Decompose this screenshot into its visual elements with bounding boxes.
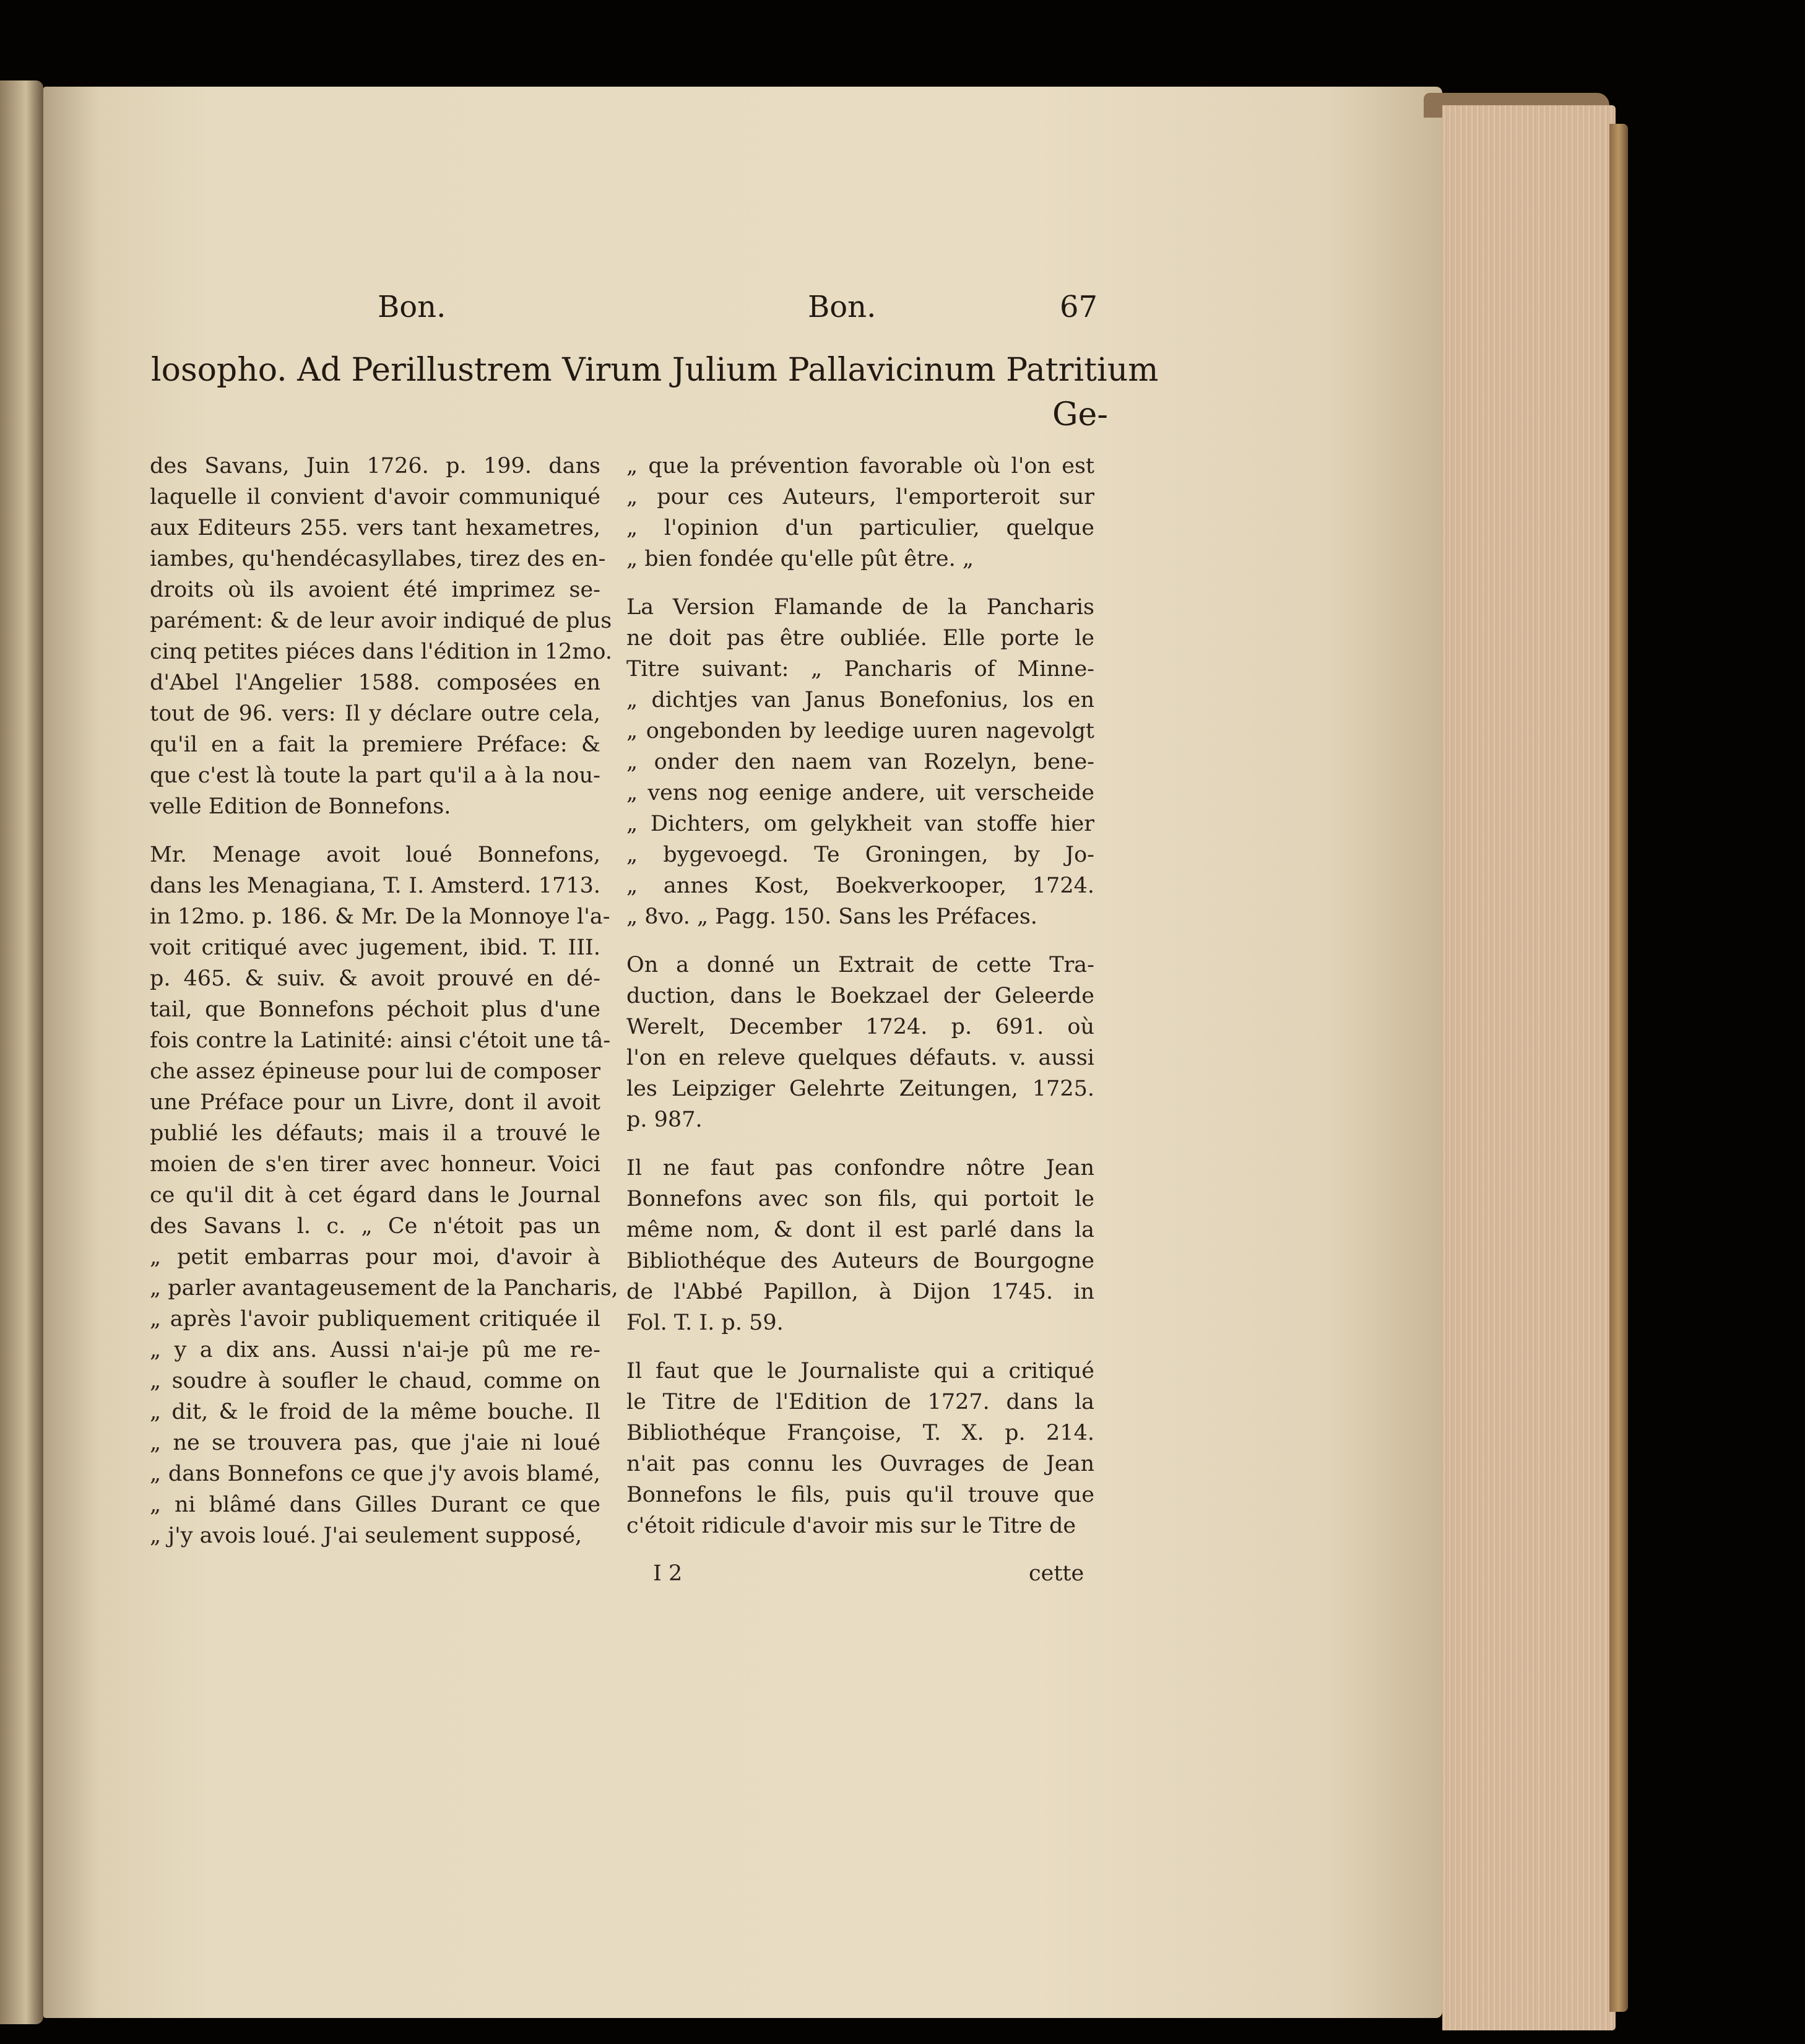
text-line: tail, que Bonnefons péchoit plus d'une [150, 997, 600, 1022]
book-cover-edge [1609, 124, 1628, 2012]
text-line: „ j'y avois loué. J'ai seulement supposé, [150, 1523, 582, 1548]
text-line: p. 987. [626, 1107, 703, 1132]
text-line: laquelle il convient d'avoir communiqué [150, 485, 600, 509]
text-line: On a donné un Extrait de cette Tra- [626, 953, 1094, 977]
text-line: cinq petites piéces dans l'édition in 12mo. [150, 639, 613, 664]
text-line: Werelt, December 1724. p. 691. où [626, 1015, 1094, 1039]
text-line: Bonnefons le fils, puis qu'il trouve que [626, 1483, 1094, 1507]
text-line: c'étoit ridicule d'avoir mis sur le Titre de [626, 1514, 1076, 1538]
catchword: cette [1029, 1561, 1084, 1586]
text-line: publié les défauts; mais il a trouvé le [150, 1121, 600, 1146]
right-paragraph-1 [626, 451, 1094, 574]
subheading-line-1: losopho. Ad Perillustrem Virum Julium Pallavicinum Patritium [151, 352, 1159, 389]
text-line: „ annes Kost, Boekverkooper, 1724. [626, 873, 1094, 898]
text-line: „ que la prévention favorable où l'on est [626, 454, 1094, 479]
subheading-line-2: Ge- [1052, 396, 1108, 433]
right-paragraph-2 [626, 592, 1094, 932]
text-line: droits où ils avoient été imprimez se- [150, 578, 600, 602]
text-line: Titre suivant: „ Pancharis of Minne- [626, 657, 1094, 682]
text-line: de l'Abbé Papillon, à Dijon 1745. in [626, 1280, 1094, 1304]
text-line: „ 8vo. „ Pagg. 150. Sans les Préfaces. [626, 904, 1037, 929]
text-line: Il faut que le Journaliste qui a critiqué [626, 1359, 1094, 1384]
text-line: „ ne se trouvera pas, que j'aie ni loué [150, 1431, 600, 1455]
page-number: 67 [1060, 290, 1098, 324]
text-line: „ y a dix ans. Aussi n'ai-je pû me re- [150, 1338, 600, 1362]
signature-mark: I 2 [653, 1561, 683, 1586]
text-line: les Leipziger Gelehrte Zeitungen, 1725. [626, 1076, 1094, 1101]
text-line: „ dichtjes van Janus Bonefonius, los en [626, 688, 1094, 712]
text-line: „ parler avantageusement de la Pancharis, [150, 1276, 618, 1301]
text-line: ce qu'il dit à cet égard dans le Journal [150, 1183, 600, 1208]
text-line: tout de 96. vers: Il y déclare outre cela, [150, 701, 600, 726]
left-column [150, 451, 618, 1569]
running-head-center: Bon. [808, 290, 877, 324]
text-line: duction, dans le Boekzael der Geleerde [626, 984, 1094, 1008]
text-line: „ pour ces Auteurs, l'emporteroit sur [626, 485, 1094, 509]
text-line: „ dans Bonnefons ce que j'y avois blamé, [150, 1462, 600, 1486]
text-line: l'on en releve quelques défauts. v. aussi [626, 1046, 1094, 1070]
text-line: „ ni blâmé dans Gilles Durant ce que [150, 1492, 600, 1517]
page-edges-block [1442, 105, 1616, 2030]
text-line: La Version Flamande de la Pancharis [626, 595, 1094, 620]
text-line: „ bien fondée qu'elle pût être. „ [626, 547, 974, 571]
text-line: velle Edition de Bonnefons. [150, 794, 451, 819]
text-line: le Titre de l'Edition de 1727. dans la [626, 1390, 1094, 1414]
text-line: ne doit pas être oubliée. Elle porte le [626, 626, 1094, 651]
text-line: parément: & de leur avoir indiqué de plus [150, 608, 612, 633]
text-line: qu'il en a fait la premiere Préface: & [150, 732, 600, 757]
right-column [626, 451, 1094, 1559]
text-line: une Préface pour un Livre, dont il avoit [150, 1090, 600, 1115]
text-line: fois contre la Latinité: ainsi c'étoit une tâ- [150, 1028, 611, 1053]
text-line: p. 465. & suiv. & avoit prouvé en dé- [150, 966, 600, 991]
text-line: in 12mo. p. 186. & Mr. De la Monnoye l'a- [150, 904, 610, 929]
text-line: moien de s'en tirer avec honneur. Voici [150, 1152, 600, 1177]
text-line: „ après l'avoir publiquement critiquée il [150, 1307, 600, 1332]
text-line: même nom, & dont il est parlé dans la [626, 1218, 1094, 1242]
text-line: des Savans l. c. „ Ce n'étoit pas un [150, 1214, 600, 1239]
text-line: voit critiqué avec jugement, ibid. T. III. [150, 935, 600, 960]
text-line: Il ne faut pas confondre nôtre Jean [626, 1156, 1094, 1180]
left-paragraph-1 [150, 451, 613, 822]
text-line: „ petit embarras pour moi, d'avoir à [150, 1245, 600, 1270]
text-line: „ Dichters, om gelykheit van stoffe hier [626, 812, 1094, 836]
text-line: Bibliothéque Françoise, T. X. p. 214. [626, 1421, 1094, 1445]
running-head-left: Bon. [378, 290, 446, 324]
right-paragraph-3 [626, 950, 1094, 1135]
right-paragraph-5 [626, 1356, 1094, 1541]
text-line: aux Editeurs 255. vers tant hexametres, [150, 516, 600, 540]
text-line: „ onder den naem van Rozelyn, bene- [626, 750, 1094, 774]
text-line: Mr. Menage avoit loué Bonnefons, [150, 842, 600, 867]
left-paragraph-2 [150, 839, 618, 1551]
text-line: des Savans, Juin 1726. p. 199. dans [150, 454, 600, 479]
text-line: n'ait pas connu les Ouvrages de Jean [626, 1452, 1094, 1476]
right-paragraph-4 [626, 1153, 1094, 1338]
text-line: „ soudre à soufler le chaud, comme on [150, 1369, 600, 1393]
text-line: „ bygevoegd. Te Groningen, by Jo- [626, 842, 1094, 867]
text-line: „ vens nog eenige andere, uit verscheide [626, 781, 1094, 805]
left-page-edge [0, 80, 43, 2024]
text-line: d'Abel l'Angelier 1588. composées en [150, 670, 600, 695]
text-line: „ ongebonden by leedige uuren nagevolgt [626, 719, 1094, 743]
text-line: iambes, qu'hendécasyllabes, tirez des en- [150, 547, 606, 571]
text-line: Bonnefons avec son fils, qui portoit le [626, 1187, 1094, 1211]
text-line: que c'est là toute la part qu'il a à la nou- [150, 763, 600, 788]
text-line: „ dit, & le froid de la même bouche. Il [150, 1400, 600, 1424]
text-line: che assez épineuse pour lui de composer [150, 1059, 600, 1084]
text-line: Bibliothéque des Auteurs de Bourgogne [626, 1249, 1094, 1273]
text-line: „ l'opinion d'un particulier, quelque [626, 516, 1094, 540]
text-line: dans les Menagiana, T. I. Amsterd. 1713. [150, 873, 600, 898]
text-line: Fol. T. I. p. 59. [626, 1310, 784, 1335]
